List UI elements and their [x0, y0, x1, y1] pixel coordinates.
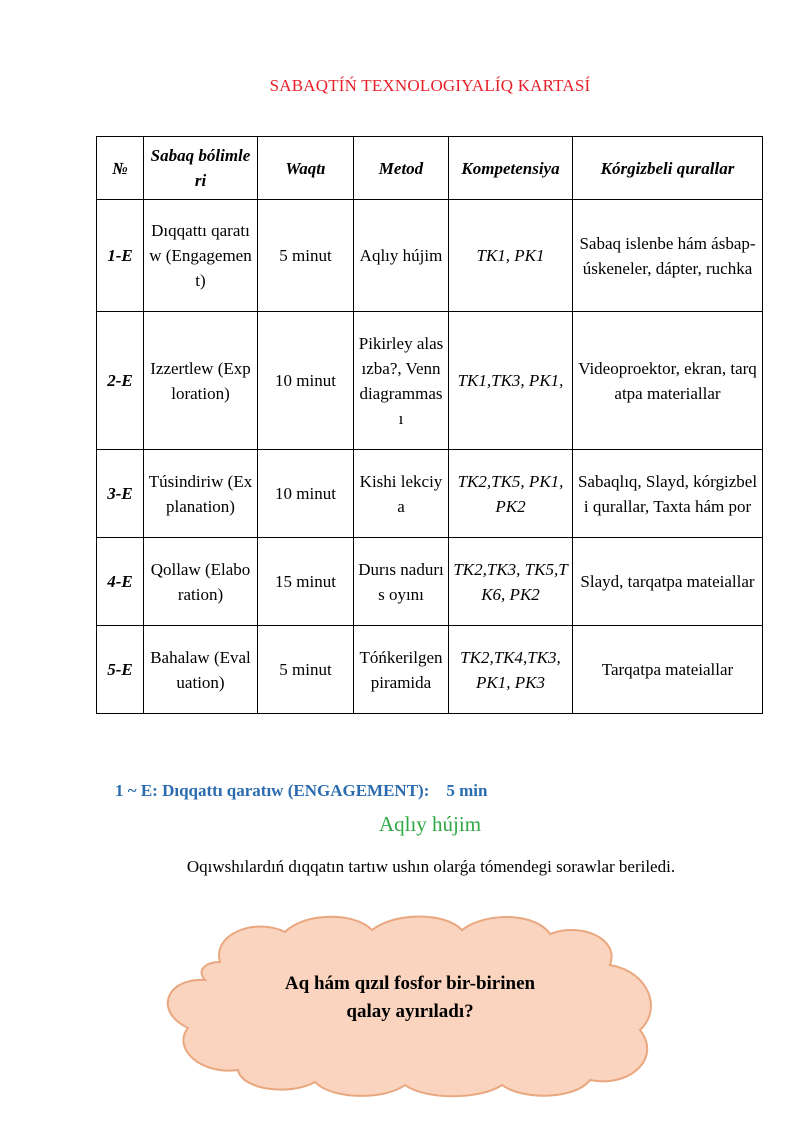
method-heading: Aqlıy hújim [378, 812, 482, 836]
row-competency: TK2,TK5, PK1, PK2 [449, 450, 573, 538]
row-time: 15 minut [258, 538, 354, 626]
row-tools: Tarqatpa mateiallar [573, 626, 763, 714]
cloud-question-line-2: qalay ayırıladı? [346, 1001, 474, 1022]
row-section: Qollaw (Elaboration) [144, 538, 258, 626]
row-competency: TK2,TK3, TK5,TK6, PK2 [449, 538, 573, 626]
row-section: Dıqqattı qaratıw (Engagement) [144, 200, 258, 312]
row-method: Kishi lekciya [354, 450, 449, 538]
table-row [97, 538, 763, 626]
row-number: 3-E [97, 450, 144, 538]
page-title: SABAQTÍŃ TEXNOLOGIYALÍQ KARTASÍ [269, 76, 591, 95]
row-time: 5 minut [258, 200, 354, 312]
question-cloud [150, 910, 670, 1100]
row-number: 5-E [97, 626, 144, 714]
row-number: 4-E [97, 538, 144, 626]
table-row [97, 312, 763, 450]
intro-text: Oqıwshılardıń dıqqatın tartıw ushın olarǵa tómendegi sorawlar beriledi. [186, 857, 676, 876]
row-competency: TK2,TK4,TK3, PK1, PK3 [449, 626, 573, 714]
row-number: 1-E [97, 200, 144, 312]
row-tools: Slayd, tarqatpa mateiallar [573, 538, 763, 626]
table-row [97, 450, 763, 538]
row-method: Durıs nadurıs oyını [354, 538, 449, 626]
technology-card-table [96, 136, 763, 714]
table-row [97, 200, 763, 312]
row-competency: TK1,TK3, PK1, [449, 312, 573, 450]
row-tools: Sabaqlıq, Slayd, kórgizbeli qurallar, Taxta hám por [573, 450, 763, 538]
row-section: Túsindiriw (Explanation) [144, 450, 258, 538]
cloud-question-line-1: Aq hám qızıl fosfor bir-birinen [284, 973, 536, 994]
row-method: Pikirley alasızba?, Venn diagramması [354, 312, 449, 450]
row-section: Izzertlew (Exploration) [144, 312, 258, 450]
row-time: 10 minut [258, 312, 354, 450]
column-header-number: № [97, 137, 144, 200]
section-heading: 1 ~ E: Dıqqattı qaratıw (ENGAGEMENT): 5 min [115, 781, 488, 800]
row-tools: Videoproektor, ekran, tarqatpa materiallar [573, 312, 763, 450]
row-method: Tóńkerilgen piramida [354, 626, 449, 714]
row-section: Bahalaw (Evaluation) [144, 626, 258, 714]
column-header-section: Sabaq bólimleri [144, 137, 258, 200]
column-header-time: Waqtı [258, 137, 354, 200]
row-time: 5 minut [258, 626, 354, 714]
row-time: 10 minut [258, 450, 354, 538]
table-row [97, 626, 763, 714]
column-header-competency: Kompetensiya [449, 137, 573, 200]
column-header-tools: Kórgizbeli qurallar [573, 137, 763, 200]
cloud-question [150, 970, 670, 1026]
column-header-method: Metod [354, 137, 449, 200]
row-number: 2-E [97, 312, 144, 450]
row-method: Aqlıy hújim [354, 200, 449, 312]
row-tools: Sabaq islenbe hám ásbap-úskeneler, dápter, ruchka [573, 200, 763, 312]
row-competency: TK1, PK1 [449, 200, 573, 312]
table-header-row [97, 137, 763, 200]
